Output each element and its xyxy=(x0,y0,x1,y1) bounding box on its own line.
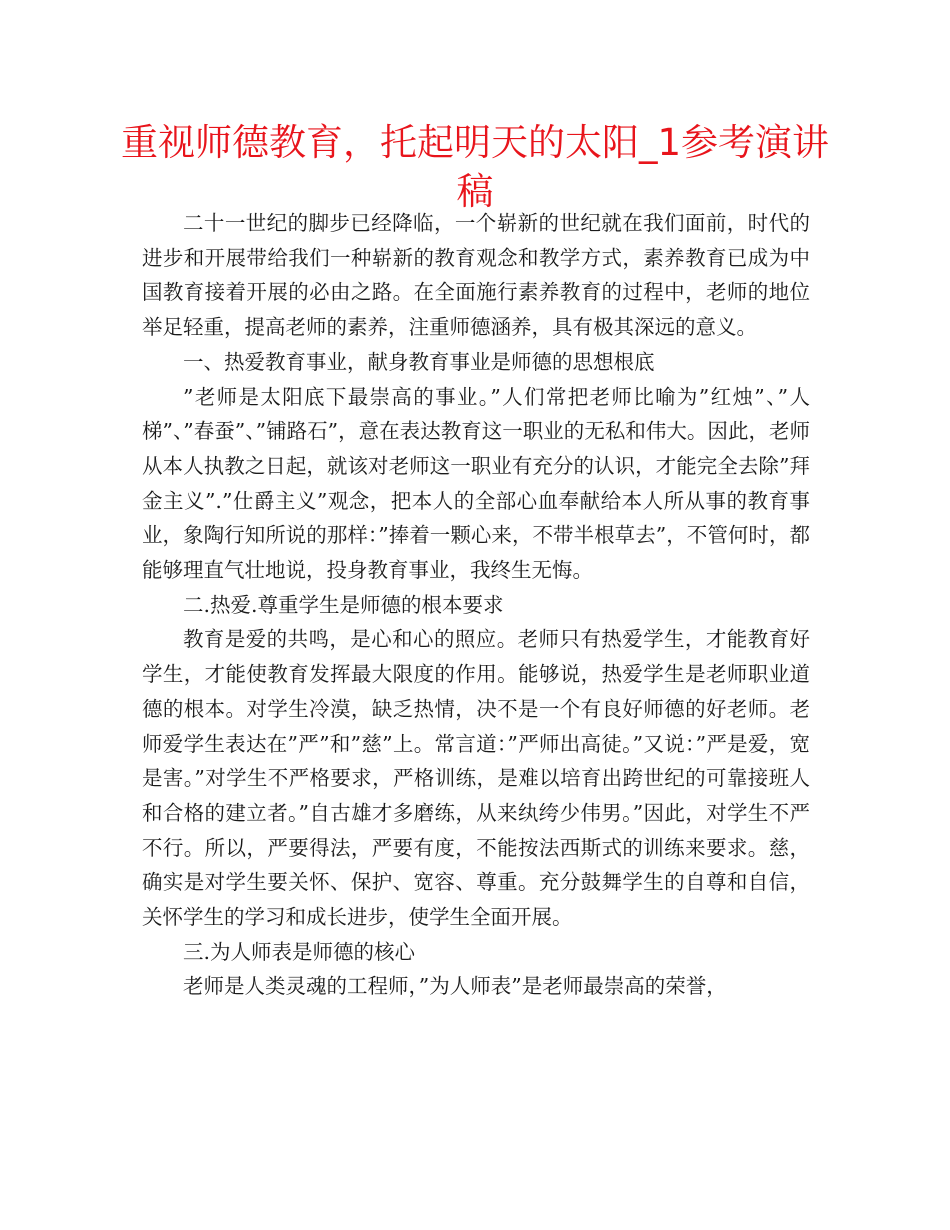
section-heading-3: 三.为人师表是师德的核心 xyxy=(183,939,416,964)
section-heading-2: 二.热爱.尊重学生是师德的根本要求 xyxy=(183,592,504,617)
section-2-paragraph: 教育是爱的共鸣，是心和心的照应。老师只有热爱学生，才能教育好学生，才能使教育发挥最大限度的作用。能够说，热爱学生是老师职业道德的根本。对学生冷漠，缺乏热情，决不是一个有良好师德的好老师。老师爱学生表达在”严”和”慈”上。常言道：”严师出高徒。”又说：”严是爱，宽是害。”对学生不严格要求，严格训练，是难以培育出跨世纪的可靠接班人和合格的建立者。”自古雄才多磨练，从来纨绔少伟男。”因此，对学生不严不行。所以，严要得法，严要有度，不能按法西斯式的训练来要求。慈，确实是对学生要关怀、保护、宽容、尊重。充分鼓舞学生的自尊和自信，关怀学生的学习和成长进步，使学生全面开展。 xyxy=(142,627,810,930)
intro-paragraph: 二十一世纪的脚步已经降临，一个崭新的世纪就在我们面前，时代的进步和开展带给我们一种崭新的教育观念和教学方式，素养教育已成为中国教育接着开展的必由之路。在全面施行素养教育的过程中，老师的地位举足轻重，提高老师的素养，注重师德涵养，具有极其深远的意义。 xyxy=(142,211,810,340)
section-3-paragraph: 老师是人类灵魂的工程师，”为人师表”是老师最崇高的荣誉， xyxy=(183,974,727,999)
document-body xyxy=(142,206,810,1004)
document-title: 重视师德教育，托起明天的太阳_1参考演讲稿 xyxy=(120,121,830,213)
section-1-paragraph: ”老师是太阳底下最崇高的事业。”人们常把老师比喻为”红烛”、”人梯”、”春蚕”、”铺路石”，意在表达教育这一职业的无私和伟大。因此，老师从本人执教之日起，就该对老师这一职业有充分的认识，才能完全去除”拜金主义”.”仕爵主义”观念，把本人的全部心血奉献给本人所从事的教育事业，象陶行知所说的那样：”捧着一颗心来，不带半根草去”，不管何时，都能够理直气壮地说，投身教育事业，我终生无悔。 xyxy=(142,384,810,583)
section-heading-1: 一、热爱教育事业，献身教育事业是师德的思想根底 xyxy=(183,349,655,374)
